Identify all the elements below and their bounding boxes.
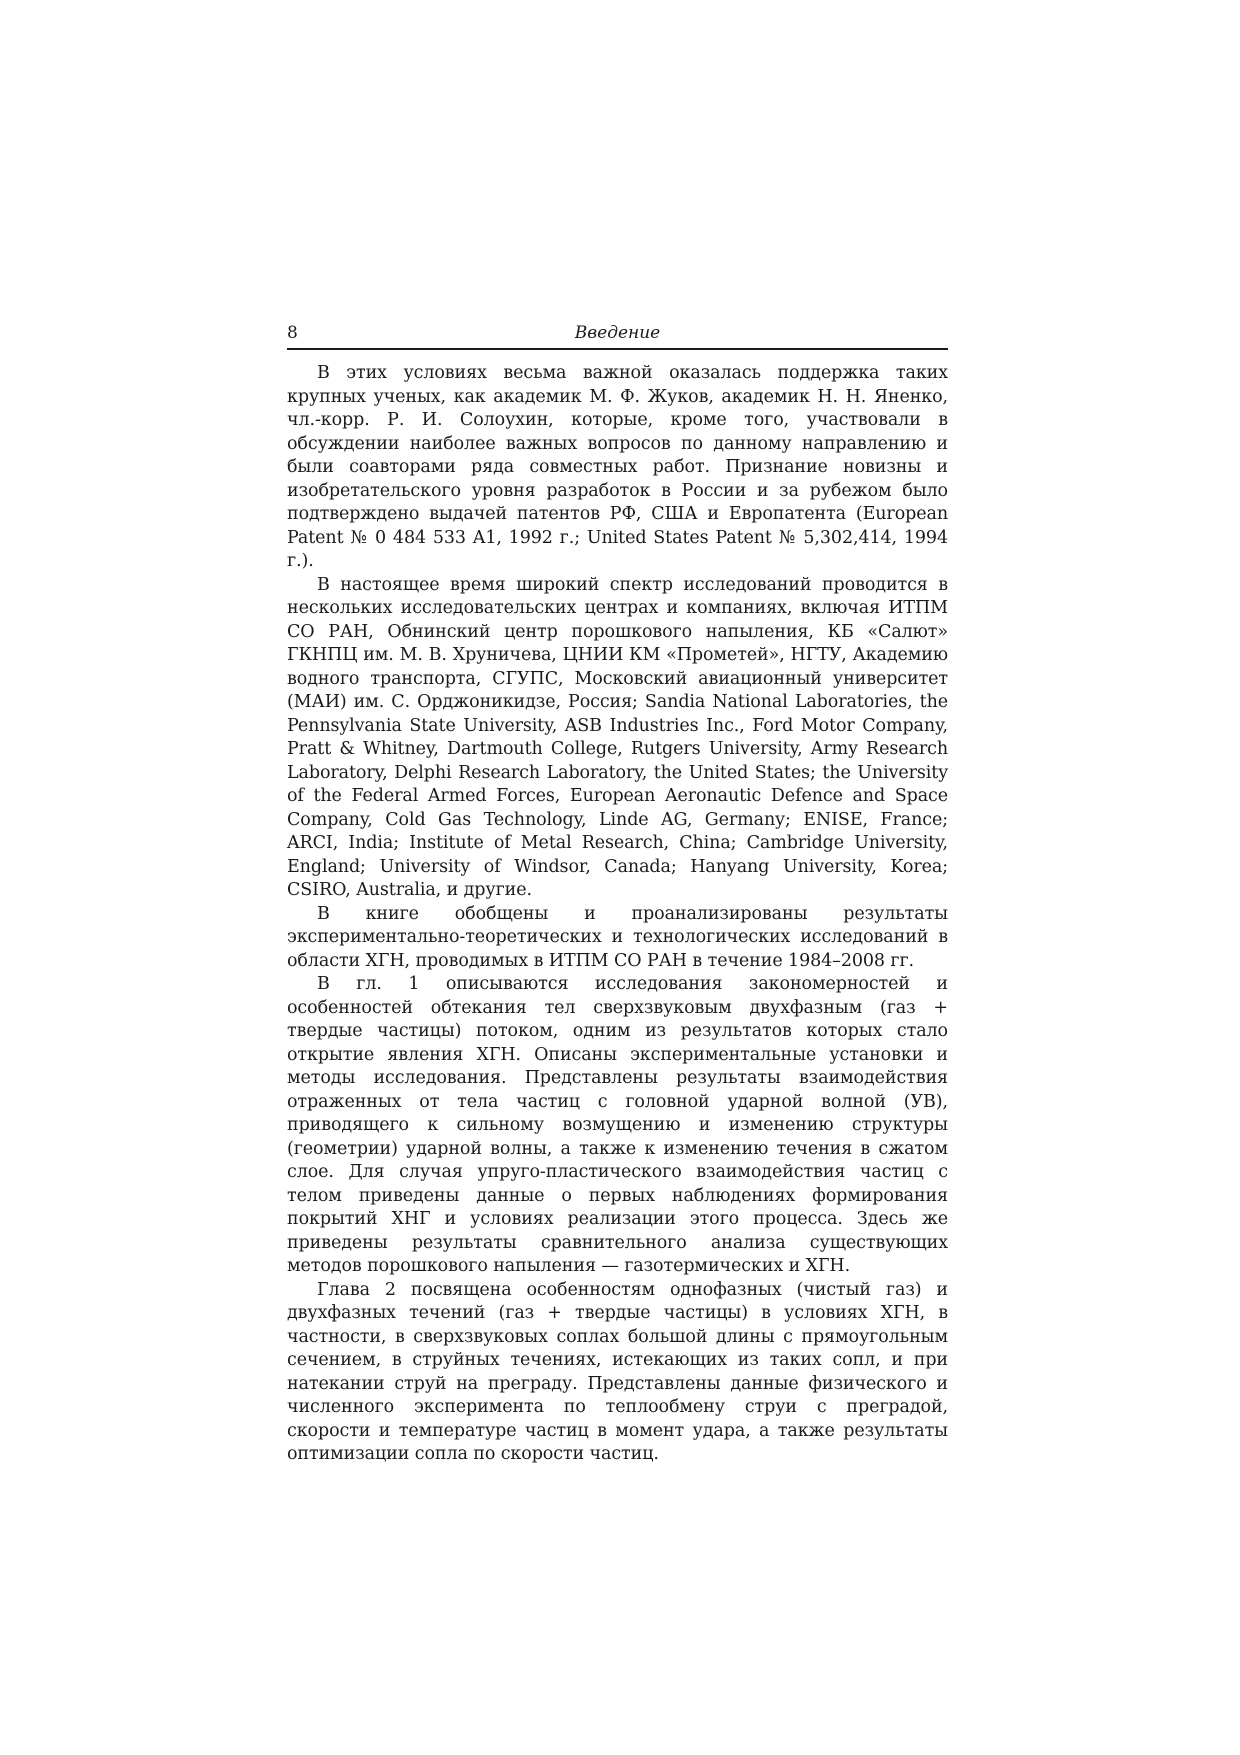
paragraph-support: В этих условиях весьма важной оказалась поддержка таких крупных ученых, как академик М. Ф. Жуков, академик Н. Н. Яненко, чл.-корр. Р. И. Солоухин, которые, кроме того, участвовали в обсуждении наиболее важных вопросов по данному направлению и были соавторами ряда совместных работ. Признание новизны и изобретательского уровня разработок в России и за рубежом было подтверждено выдачей патентов РФ, США и Европатента (European Patent № 0 484 533 A1, 1992 г.; United States Patent № 5,302,414, 1994 г.).	[287, 363, 948, 571]
page-number: 8	[287, 323, 298, 343]
running-header	[287, 320, 948, 350]
paragraph-chapter-2: Глава 2 посвящена особенностям однофазных (чистый газ) и двухфазных течений (газ + твердые частицы) в условиях ХГН, в частности, в сверхзвуковых соплах большой длины с прямоугольным сечением, в струйных течениях, истекающих из таких сопл, и при натекании струй на преграду. Представлены данные физического и численного эксперимента по теплообмену струи с преградой, скорости и температуре частиц в момент удара, а также результаты оптимизации сопла по скорости частиц.	[287, 1279, 948, 1464]
paragraph-research-centers: В настоящее время широкий спектр исследований проводится в нескольких исследовательских центрах и компаниях, включая ИТПМ СО РАН, Обнинский центр порошкового напыления, КБ «Салют» ГКНПЦ им. М. В. Хруничева, ЦНИИ КМ «Прометей», НГТУ, Академию водного транспорта, СГУПС, Московский авиационный университет (МАИ) им. С. Орджоникидзе, Россия; Sandia National Laboratories, the Pennsylvania State University, ASB Industries Inc., Ford Motor Company, Pratt & Whitney, Dartmouth College, Rutgers University, Army Research Laboratory, Delphi Research Laboratory, the United States; the University of the Federal Armed Forces, European Aeronautic Defence and Space Company, Cold Gas Technology, Linde AG, Germany; ENISE, France; ARCI, India; Institute of Metal Research, China; Cambridge University, England; University of Windsor, Canada; Hanyang University, Korea; CSIRO, Australia, и другие.	[287, 574, 948, 900]
body-text	[287, 362, 948, 1467]
section-title: Введение	[574, 323, 661, 343]
paragraph-book-summary: В книге обобщены и проанализированы результаты экспериментально-теоретических и технологических исследований в области ХГН, проводимых в ИТПМ СО РАН в течение 1984–2008 гг.	[287, 903, 948, 971]
book-page	[287, 320, 948, 1467]
paragraph-chapter-1: В гл. 1 описываются исследования закономерностей и особенностей обтекания тел сверхзвуковым двухфазным (газ + твердые частицы) потоком, одним из результатов которых стало открытие явления ХГН. Описаны экспериментальные установки и методы исследования. Представлены результаты взаимодействия отраженных от тела частиц с головной ударной волной (УВ), приводящего к сильному возмущению и изменению структуры (геометрии) ударной волны, а также к изменению течения в сжатом слое. Для случая упруго-пластического взаимодействия частиц с телом приведены данные о первых наблюдениях формирования покрытий ХНГ и условиях реализации этого процесса. Здесь же приведены результаты сравнительного анализа существующих методов порошкового напыления — газотермических и ХГН.	[287, 974, 948, 1276]
